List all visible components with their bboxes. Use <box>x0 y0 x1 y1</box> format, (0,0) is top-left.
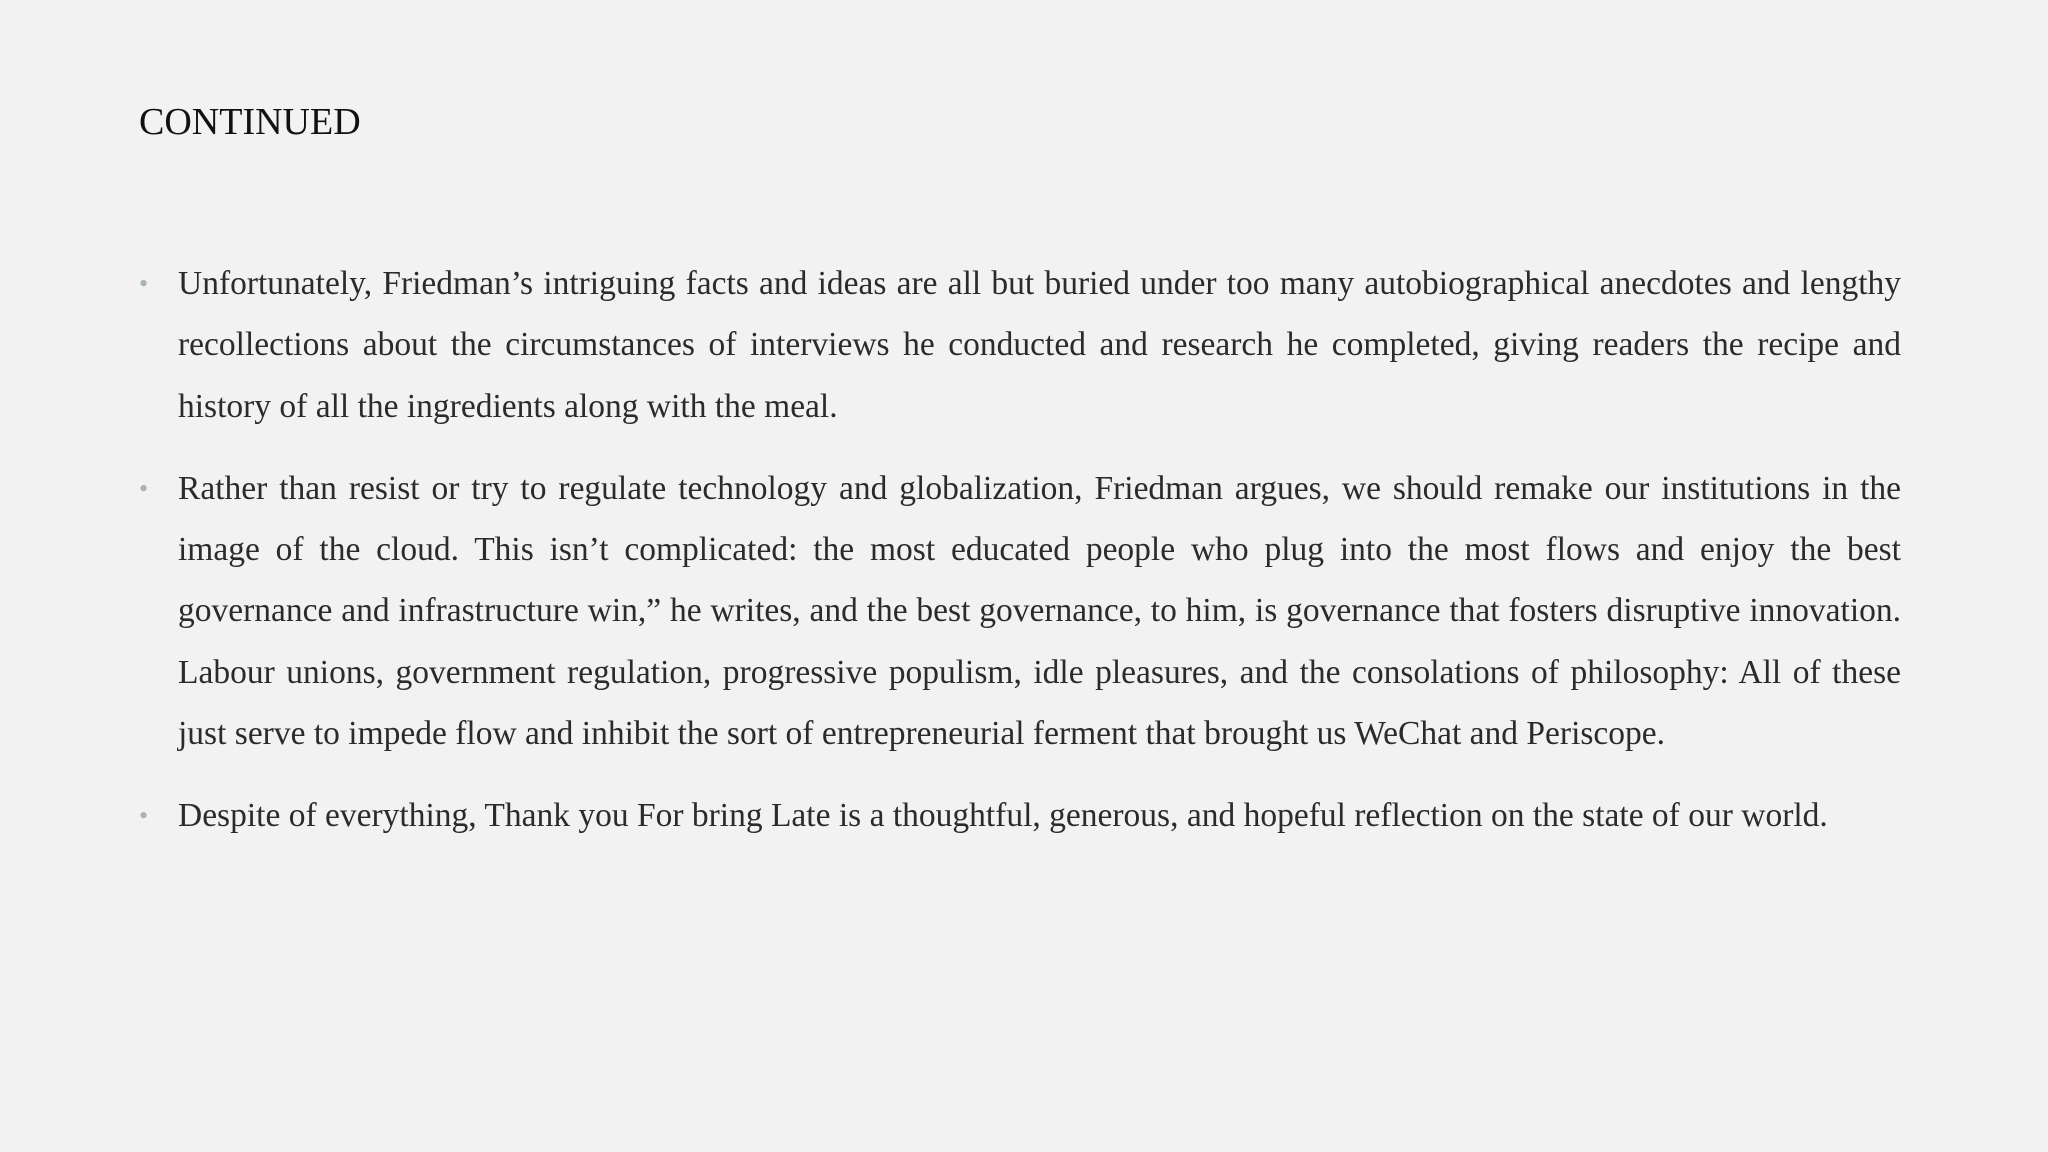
bullet-item-2 <box>139 458 1901 764</box>
bullet-text: Unfortunately, Friedman’s intriguing facts and ideas are all but buried under too many autobiographical anecdotes and lengthy recollections about the circumstances of interviews he conducted and research he completed, giving readers the recipe and history of all the ingredients along with the meal. <box>178 265 1901 425</box>
slide-title: CONTINUED <box>139 101 361 143</box>
bullet-item-1 <box>139 253 1901 437</box>
bullet-text: Despite of everything, Thank you For bring Late is a thoughtful, generous, and hopeful reflection on the state of our world. <box>178 797 1828 835</box>
bullet-dot-icon: • <box>139 269 149 298</box>
bullet-item-3 <box>139 785 1901 846</box>
bullet-dot-icon: • <box>139 473 149 503</box>
bullet-text: Rather than resist or try to regulate technology and globalization, Friedman argues, we should remake our institutions in the image of the cloud. This isn’t complicated: the most educated people who plug into the most flows and enjoy the best governance and infrastructure win,” he writes, and the best governance, to him, is governance that fosters disruptive innovation. Labour unions, government regulation, progressive populism, idle pleasures, and the consolations of philosophy: All of these just serve to impede flow and inhibit the sort of entrepreneurial ferment that brought us WeChat and Periscope. <box>178 469 1901 753</box>
bullet-list <box>139 253 1901 868</box>
bullet-dot-icon: • <box>139 801 149 831</box>
